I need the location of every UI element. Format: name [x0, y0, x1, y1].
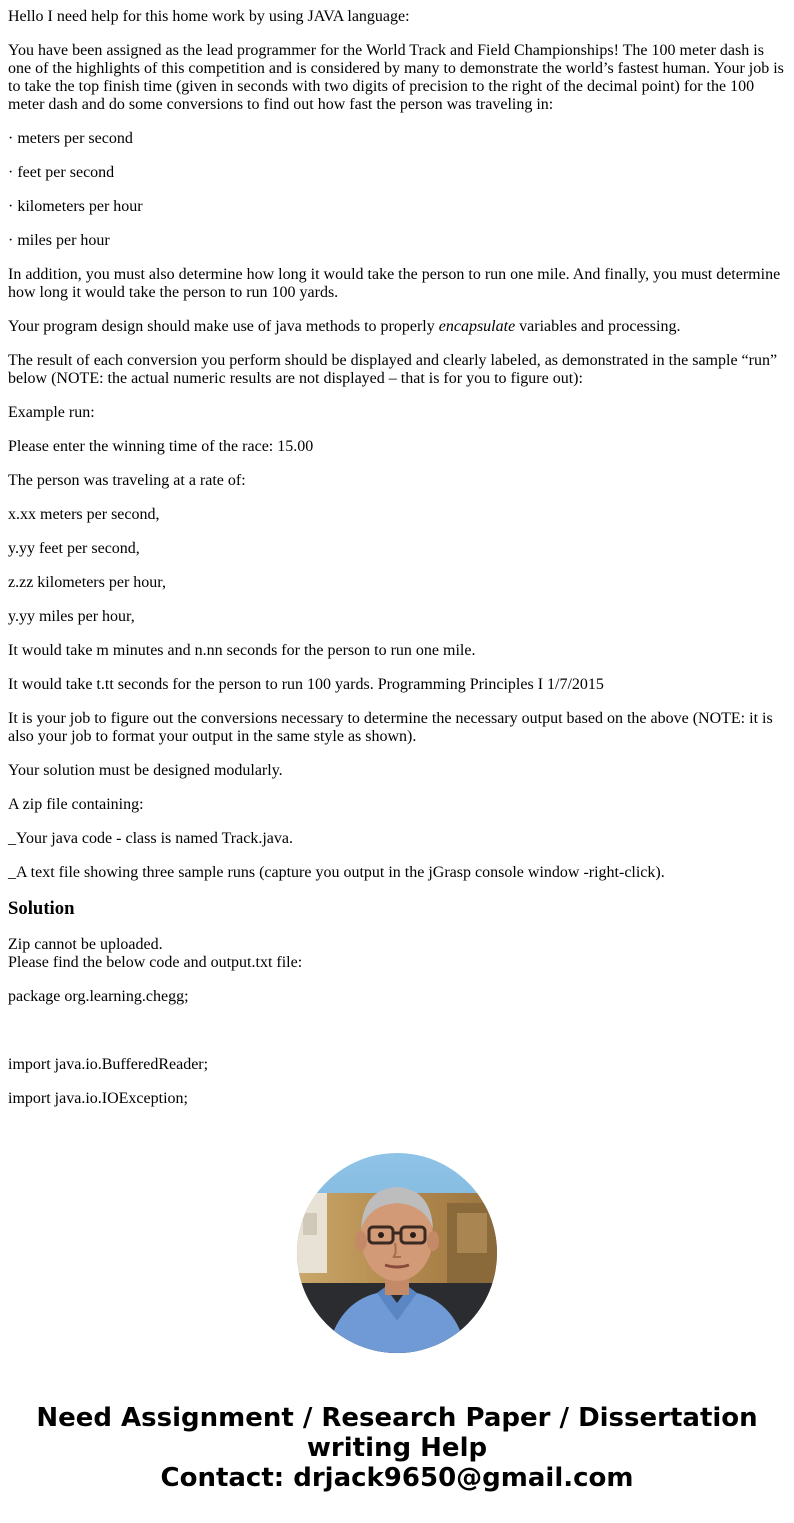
- example-line: It would take m minutes and n.nn seconds for the person to run one mile.: [8, 642, 476, 659]
- example-line: z.zz kilometers per hour,: [8, 574, 166, 591]
- example-line: Please enter the winning time of the race: 15.00: [8, 438, 314, 455]
- code-import-line: import java.io.BufferedReader;: [8, 1056, 209, 1073]
- unit-item: · meters per second: [8, 130, 133, 147]
- example-line: y.yy feet per second,: [8, 540, 140, 557]
- promo-contact: Contact: drjack9650@gmail.com: [160, 1463, 634, 1493]
- assignment-paragraph: You have been assigned as the lead programmer for the World Track and Field Championships! The 100 meter dash is one of the highlights of this competition and is considered by many to demonstrate the world’s fastest human. Your job is to take the top finish time (given in seconds with two digits of precision to the right of the decimal point) for the 100 meter dash and do some conversions to find out how fast the person was traveling in:: [8, 42, 784, 113]
- unit-item: · kilometers per hour: [8, 198, 143, 215]
- design-text-before: Your program design should make use of java methods to properly: [8, 318, 439, 335]
- deliverable-item: _Your java code - class is named Track.java.: [8, 830, 293, 847]
- unit-item: · miles per hour: [8, 232, 110, 249]
- author-portrait-image: [297, 1153, 497, 1353]
- code-package-line: package org.learning.chegg;: [8, 988, 189, 1005]
- zip-label: A zip file containing:: [8, 796, 144, 813]
- design-paragraph: [8, 318, 786, 336]
- question-intro: Hello I need help for this home work by using JAVA language:: [8, 8, 410, 25]
- design-text-after: variables and processing.: [515, 318, 681, 335]
- addition-paragraph: In addition, you must also determine how long it would take the person to run one mile. And finally, you must determine how long it would take the person to run 100 yards.: [8, 266, 781, 301]
- deliverable-item: _A text file showing three sample runs (capture you output in the jGrasp console window -right-click).: [8, 864, 665, 881]
- modular-note: Your solution must be designed modularly.: [8, 762, 283, 779]
- author-avatar: [297, 1153, 497, 1353]
- example-line: x.xx meters per second,: [8, 506, 160, 523]
- job-note: It is your job to figure out the conversions necessary to determine the necessary output based on the above (NOTE: it is also your job to format your output in the same style as shown).: [8, 710, 773, 745]
- promo-banner: [0, 1403, 794, 1493]
- promo-line: Need Assignment / Research Paper / Dissertation: [36, 1403, 758, 1433]
- code-import-line: import java.io.IOException;: [8, 1090, 188, 1107]
- unit-item: · feet per second: [8, 164, 115, 181]
- result-note: The result of each conversion you perform should be displayed and clearly labeled, as demonstrated in the sample “run” below (NOTE: the actual numeric results are not displayed – that is for you to figure out):: [8, 352, 778, 387]
- solution-heading: Solution: [8, 898, 75, 919]
- promo-line: writing Help: [306, 1433, 488, 1463]
- solution-intro: [8, 936, 786, 972]
- example-line: y.yy miles per hour,: [8, 608, 135, 625]
- solution-line: Zip cannot be uploaded.: [8, 936, 163, 953]
- example-label: Example run:: [8, 404, 95, 421]
- example-line: The person was traveling at a rate of:: [8, 472, 246, 489]
- example-line: It would take t.tt seconds for the person to run 100 yards. Programming Principles I 1/7/2015: [8, 676, 604, 693]
- solution-line: Please find the below code and output.txt file:: [8, 954, 303, 971]
- code-blank-space: [8, 1022, 786, 1056]
- design-emphasis: encapsulate: [438, 318, 516, 335]
